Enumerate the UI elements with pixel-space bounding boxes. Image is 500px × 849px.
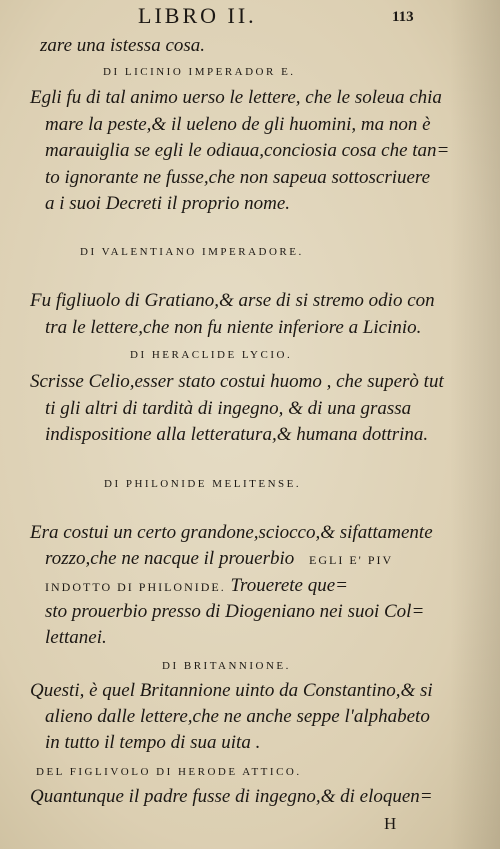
body-line: alieno dalle lettere,che ne anche seppe l'alphabeto	[45, 706, 430, 727]
section-heading-figliuolo: DEL FIGLIVOLO DI HERODE ATTICO.	[36, 766, 302, 778]
body-line: Fu figliuolo di Gratiano,& arse di si stremo odio con	[30, 290, 435, 311]
body-line: zare una istessa cosa.	[40, 35, 206, 56]
proverb-caps: EGLI E' PIV	[309, 553, 394, 567]
body-line: Quantunque il padre fusse di ingegno,& di eloquen=	[30, 786, 433, 807]
body-text: rozzo,che ne nacque il prouerbio	[45, 548, 295, 569]
signature-mark: H	[384, 814, 397, 833]
body-line: mare la peste,& il ueleno de gli huomini, ma non è	[45, 114, 431, 135]
section-heading-licinio: DI LICINIO IMPERADOR E.	[103, 66, 296, 78]
body-line: marauiglia se egli le odiaua,conciosia cosa che tan=	[45, 140, 450, 161]
section-heading-heraclide: DI HERACLIDE LYCIO.	[130, 349, 293, 361]
body-line: indispositione alla letteratura,& humana dottrina.	[45, 424, 429, 445]
body-line: Questi, è quel Britannione uinto da Constantino,& si	[30, 680, 433, 701]
body-line: to ignorante ne fusse,che non sapeua sottoscriuere	[45, 167, 431, 188]
body-line: Egli fu di tal animo uerso le lettere, che le soleua chia	[30, 87, 442, 108]
body-line	[45, 575, 348, 597]
body-line: sto prouerbio presso di Diogeniano nei suoi Col=	[45, 601, 425, 622]
body-line: ti gli altri di tardità di ingegno, & di una grassa	[45, 398, 412, 419]
section-heading-valentiano: DI VALENTIANO IMPERADORE.	[80, 246, 304, 258]
proverb-caps: INDOTTO DI PHILONIDE.	[45, 580, 226, 594]
body-line: in tutto il tempo di sua uita .	[45, 732, 261, 753]
body-line: tra le lettere,che non fu niente inferiore a Licinio.	[45, 317, 422, 338]
body-text: Trouerete que=	[230, 575, 348, 596]
body-line: Scrisse Celio,esser stato costui huomo , che superò tut	[30, 371, 444, 392]
section-heading-philonide: DI PHILONIDE MELITENSE.	[104, 478, 302, 490]
page-number: 113	[392, 9, 414, 25]
body-line: a i suoi Decreti il proprio nome.	[45, 193, 291, 214]
body-line: Era costui un certo grandone,sciocco,& sifattamente	[30, 522, 433, 543]
body-line	[45, 548, 393, 570]
page-edge-shadow	[450, 0, 500, 849]
running-title: LIBRO II.	[138, 3, 257, 28]
body-line: lettanei.	[45, 627, 107, 648]
section-heading-britannione: DI BRITANNIONE.	[162, 660, 291, 672]
